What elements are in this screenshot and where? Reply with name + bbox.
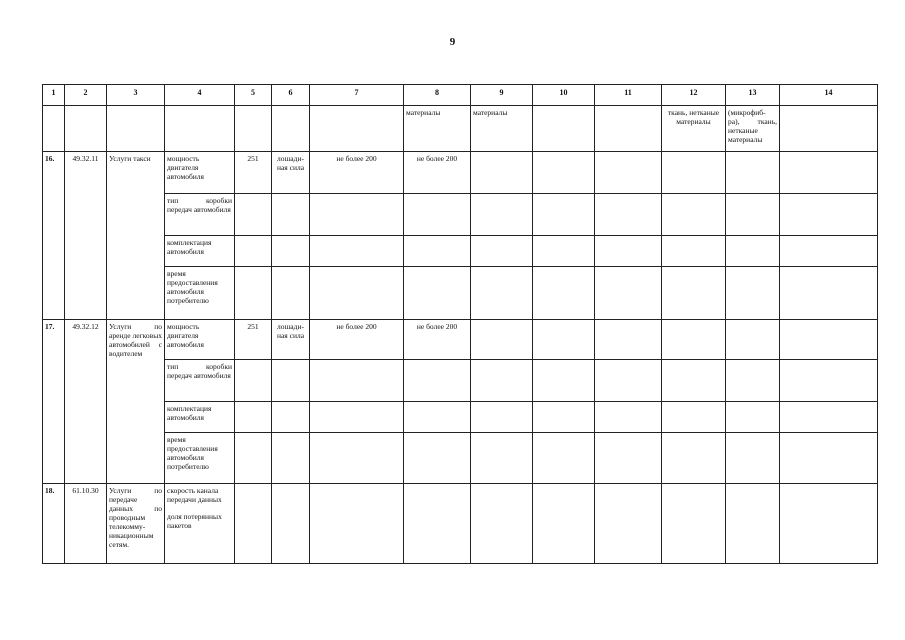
column-header: 5 <box>235 85 272 106</box>
characteristic-name: комплектация автомобиля <box>165 402 235 433</box>
characteristic-name: доля потерянных пакетов <box>167 512 222 530</box>
column-header: 7 <box>310 85 404 106</box>
table-row <box>43 194 878 236</box>
column-header: 10 <box>533 85 595 106</box>
characteristic-name: скорость канала передачи данных <box>167 486 222 504</box>
okpd-code: 49.32.12 <box>65 320 107 484</box>
column-header: 9 <box>471 85 533 106</box>
characteristic-name: мощность двигателя автомобиля <box>165 320 235 360</box>
column-header: 3 <box>107 85 165 106</box>
column-header: 4 <box>165 85 235 106</box>
column-header: 13 <box>726 85 780 106</box>
column-header: 12 <box>662 85 726 106</box>
unit-name: лошади-ная сила <box>272 152 310 194</box>
row-number: 16. <box>43 152 65 320</box>
column-header: 6 <box>272 85 310 106</box>
characteristic-name: мощность двигателя автомобиля <box>165 152 235 194</box>
unit-name: лошади-ная сила <box>272 320 310 360</box>
row-number: 17. <box>43 320 65 484</box>
value-cell: не более 200 <box>310 320 404 360</box>
characteristic-name: тип коробки передач автомобиля <box>165 360 235 402</box>
table-row <box>43 484 878 564</box>
item-name: Услуги по аренде легковых автомобилей с водителем <box>107 320 165 484</box>
characteristic-name: комплектация автомобиля <box>165 236 235 267</box>
okei-code: 251 <box>235 152 272 194</box>
column-header: 2 <box>65 85 107 106</box>
requirements-table <box>42 84 878 564</box>
table-row <box>43 402 878 433</box>
column-header: 8 <box>404 85 471 106</box>
column-number-row <box>43 85 878 106</box>
column-header: 14 <box>780 85 878 106</box>
cell-value: ткань, нетканые материалы <box>662 106 726 152</box>
table-row <box>43 152 878 194</box>
cell-value: материалы <box>404 106 471 152</box>
item-name: Услуги по передаче данных по проводным телекомму-никационным сетям. <box>107 484 165 564</box>
value-cell: не более 200 <box>404 152 471 194</box>
characteristic-list <box>165 484 235 564</box>
value-cell: не более 200 <box>310 152 404 194</box>
page-number: 9 <box>449 36 456 48</box>
okpd-code: 49.32.11 <box>65 152 107 320</box>
value-cell: не более 200 <box>404 320 471 360</box>
table-row <box>43 267 878 320</box>
continuation-row <box>43 106 878 152</box>
cell-value: (микрофиб-ра), ткань, нетканые материалы <box>726 106 780 152</box>
table-row <box>43 433 878 484</box>
column-header: 11 <box>595 85 662 106</box>
characteristic-name: время предоставления автомобиля потребителю <box>165 433 235 484</box>
row-number: 18. <box>43 484 65 564</box>
item-name: Услуги такси <box>107 152 165 320</box>
table-row <box>43 236 878 267</box>
okei-code: 251 <box>235 320 272 360</box>
characteristic-name: время предоставления автомобиля потребителю <box>165 267 235 320</box>
okpd-code: 61.10.30 <box>65 484 107 564</box>
table-row <box>43 360 878 402</box>
column-header: 1 <box>43 85 65 106</box>
characteristic-name: тип коробки передач автомобиля <box>165 194 235 236</box>
cell-value: материалы <box>471 106 533 152</box>
table-row <box>43 320 878 360</box>
